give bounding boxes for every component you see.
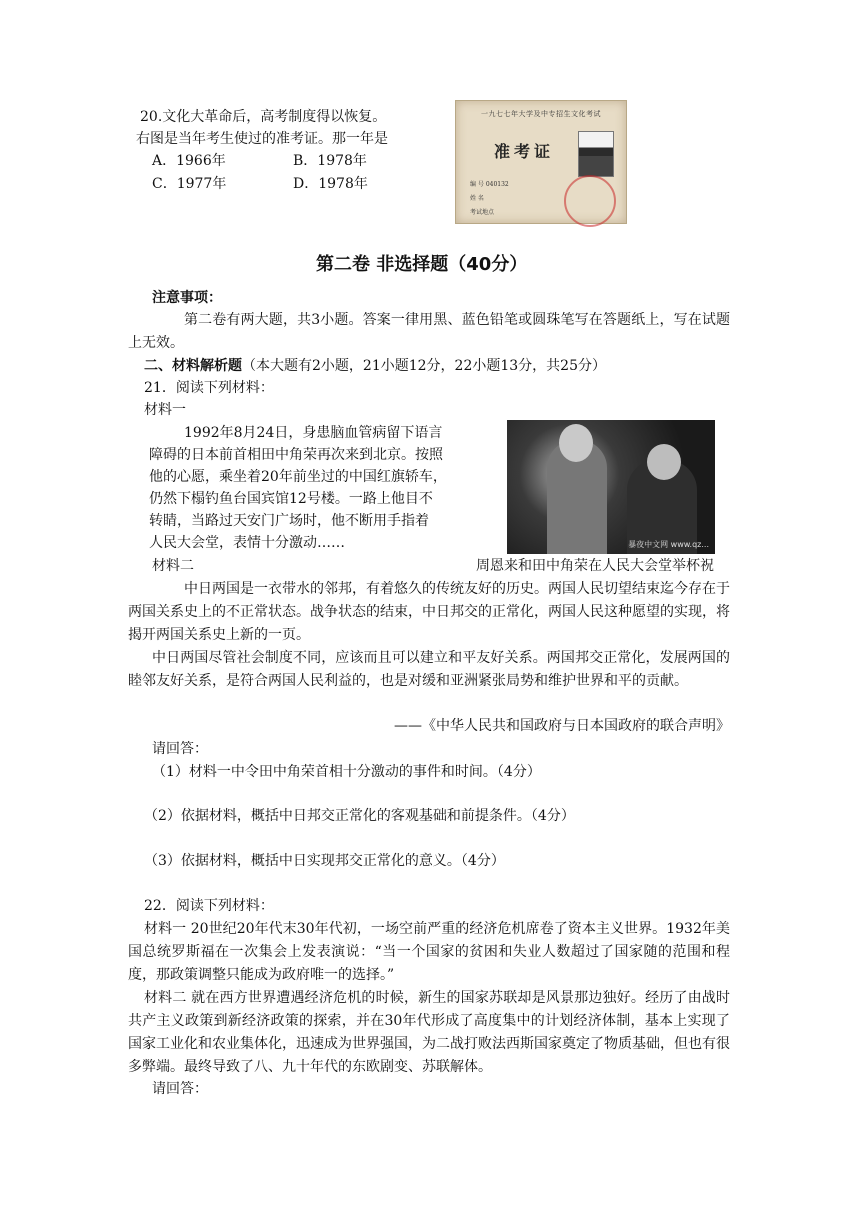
q21-sub3: （3）依据材料，概括中日实现邦交正常化的意义。（4分） [144,853,505,869]
q22-material1: 材料一 20世纪20年代末30年代初，一场空前严重的经济危机席卷了资本主义世界。1932年美国总统罗斯福在一次集会上发表演说：“当一个国家的贫困和失业人数超过了国家随的范围和程度，那政策调整只能成为政府唯一的选择。” [128,921,730,983]
ticket-title: 准考证 [494,142,555,161]
ticket-row-number: 编 号 040132 [470,181,509,188]
admission-ticket-image [455,100,627,224]
notice-text: 第二卷有两大题，共3小题。答案一律用黑、蓝色铅笔或圆珠笔写在答题纸上，写在试题上无效。 [128,312,730,351]
q20-option-b: B．1978年 [293,153,367,169]
notice-label: 注意事项： [152,290,222,306]
q21-material2-label: 材料二 [152,558,194,574]
ticket-stamp [564,175,616,227]
q21-material1-label: 材料一 [144,402,186,418]
q21-intro: 21．阅读下列材料： [144,380,274,396]
q22-material2: 材料二 就在西方世界遭遇经济危机的时候，新生的国家苏联却是风景那边独好。经历了由战时共产主义政策到新经济政策的探索，并在30年代形成了高度集中的计划经济体制，基本上实现了国家工业化和农业集体化，迅速成为世界强国，为二战打败法西斯国家奠定了物质基础，但也有很多弊端。最终导致了八、九十年代的东欧剧变、苏联解体。 [128,990,730,1075]
ticket-row-location: 考试地点 [470,209,495,216]
q21-m2-source: ——《中华人民共和国政府与日本国政府的联合声明》 [394,718,730,734]
photo-head-left [559,424,593,462]
q21-ask: 请回答： [152,741,208,757]
q21-m1-line: 1992年8月24日，身患脑血管病留下语言 [184,425,443,441]
q21-m1-line: 他的心愿，乘坐着20年前坐过的中国红旗轿车， [149,469,447,485]
q21-m2-paragraph1: 中日两国是一衣带水的邻邦，有着悠久的传统友好的历史。两国人民切望结束迄今存在于两国关系史上的不正常状态。战争状态的结束，中日邦交的正常化，两国人民这种愿望的实现，将揭开两国关系史上新的一页。 [128,581,730,643]
q20-option-c: C．1977年 [152,176,227,192]
q22-ask: 请回答： [152,1081,208,1097]
photo-watermark: 暴夜中文网 www.qz... [628,540,709,549]
ticket-row-name: 姓 名 [470,195,484,202]
photo-caption: 周恩来和田中角荣在人民大会堂举杯祝 [476,558,714,574]
q21-m1-line: 转睛，当路过天安门广场时，他不断用手指着 [149,513,429,529]
q21-sub2: （2）依据材料，概括中日邦交正常化的客观基础和前提条件。（4分） [144,808,575,824]
ticket-photo [578,131,614,177]
q21-m1-line: 障碍的日本前首相田中角荣再次来到北京。按照 [149,447,443,463]
q21-m1-line: 人民大会堂，表情十分激动…… [149,535,345,551]
q20-option-a: A．1966年 [152,153,226,169]
zhou-tanaka-photo [507,420,715,554]
q22-intro: 22．阅读下列材料： [144,898,274,914]
q21-m1-line: 仍然下榻钓鱼台国宾馆12号楼。一路上他目不 [149,491,433,507]
photo-head-right [647,444,681,480]
q21-sub1: （1）材料一中令田中角荣首相十分激动的事件和时间。（4分） [152,764,541,780]
part2-heading: 二、材料解析题（本大题有2小题，21小题12分，22小题13分，共25分） [144,358,606,374]
section-title: 第二卷 非选择题（40分） [316,254,528,275]
q20-stem-line2: 右图是当年考生使过的准考证。那一年是 [136,131,388,147]
ticket-header: 一九七七年大学及中专招生文化考试 [481,110,601,118]
q20-stem-line1: 20.文化大革命后，高考制度得以恢复。 [140,109,387,125]
q20-option-d: D．1978年 [293,176,368,192]
q21-m2-paragraph2: 中日两国尽管社会制度不同，应该而且可以建立和平友好关系。两国邦交正常化，发展两国的睦邻友好关系，是符合两国人民利益的，也是对缓和亚洲紧张局势和维护世界和平的贡献。 [128,650,730,689]
